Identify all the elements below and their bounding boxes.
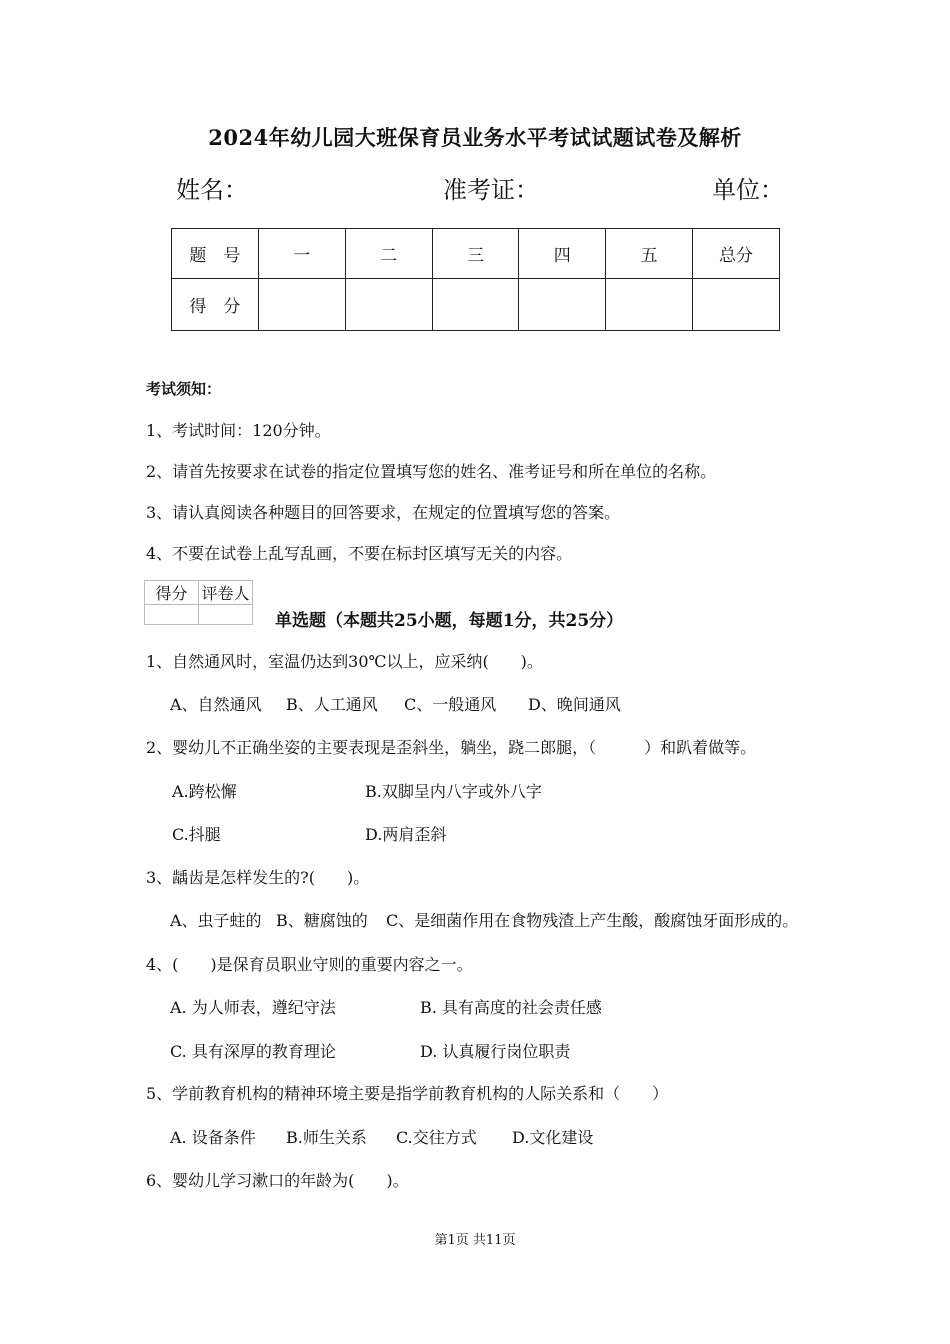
option: B、糖腐蚀的 [276,911,368,930]
score-row-label: 得 分 [172,279,259,331]
option: C. 具有深厚的教育理论 [170,1042,336,1061]
score-table-col-4: 四 [519,229,606,279]
score-cell[interactable] [606,279,693,331]
grader-name-label: 评卷人 [199,581,253,605]
question-stem: 3、龋齿是怎样发生的?( )。 [146,868,370,887]
notice-item: 4、不要在试卷上乱写乱画，不要在标封区填写无关的内容。 [146,544,573,563]
score-table-col-total: 总分 [693,229,780,279]
option: B.师生关系 [286,1128,367,1147]
option: C、一般通风 [404,695,497,714]
exam-id-field-label: 准考证： [443,176,539,204]
question-stem: 5、学前教育机构的精神环境主要是指学前教育机构的人际关系和（ ） [146,1084,669,1103]
question-stem: 4、( )是保育员职业守则的重要内容之一。 [146,955,473,974]
score-table [171,228,780,331]
notice-item: 1、考试时间：120分钟。 [146,421,331,440]
score-table-col-2: 二 [345,229,432,279]
score-cell[interactable] [432,279,519,331]
grader-score-label: 得分 [145,581,199,605]
score-cell-total[interactable] [693,279,780,331]
option: C.抖腿 [172,825,221,844]
page-title: 2024年幼儿园大班保育员业务水平考试试题试卷及解析 [208,125,742,150]
option: B.双脚呈内八字或外八字 [365,782,542,801]
score-table-header-row [172,229,780,279]
name-field-label: 姓名： [176,176,248,204]
option: A、自然通风 [170,695,262,714]
question-stem: 1、自然通风时，室温仍达到30℃以上，应采纳( )。 [146,652,543,671]
option: A、虫子蛀的 [170,911,262,930]
question-stem: 6、婴幼儿学习漱口的年龄为( )。 [146,1171,409,1190]
notice-title: 考试须知： [146,380,222,398]
grader-name-cell[interactable] [199,605,253,625]
grader-box [144,580,253,625]
option: A. 为人师表，遵纪守法 [170,998,336,1017]
option: B、人工通风 [286,695,378,714]
score-table-col-5: 五 [606,229,693,279]
notice-item: 2、请首先按要求在试卷的指定位置填写您的姓名、准考证号和所在单位的名称。 [146,462,717,481]
score-table-score-row [172,279,780,331]
notice-item: 3、请认真阅读各种题目的回答要求，在规定的位置填写您的答案。 [146,503,621,522]
score-cell[interactable] [519,279,606,331]
option: D、晚间通风 [528,695,621,714]
unit-field-label: 单位： [712,176,784,204]
option: D.文化建设 [512,1128,594,1147]
option: C、是细菌作用在食物残渣上产生酸，酸腐蚀牙面形成的。 [386,911,799,930]
question-stem: 2、婴幼儿不正确坐姿的主要表现是歪斜坐，躺坐，跷二郎腿，（ ）和趴着做等。 [146,738,757,757]
option: A. 设备条件 [170,1128,256,1147]
option: D. 认真履行岗位职责 [420,1042,571,1061]
option: C.交往方式 [396,1128,477,1147]
option: A.跨松懈 [172,782,237,801]
option: D.两肩歪斜 [365,825,447,844]
score-cell[interactable] [258,279,345,331]
score-cell[interactable] [345,279,432,331]
score-table-col-1: 一 [258,229,345,279]
section-title: 单选题（本题共25小题，每题1分，共25分） [275,611,624,631]
page-footer: 第1页 共11页 [434,1233,516,1248]
score-table-col-3: 三 [432,229,519,279]
option: B. 具有高度的社会责任感 [420,998,602,1017]
score-table-label: 题 号 [172,229,259,279]
grader-score-cell[interactable] [145,605,199,625]
